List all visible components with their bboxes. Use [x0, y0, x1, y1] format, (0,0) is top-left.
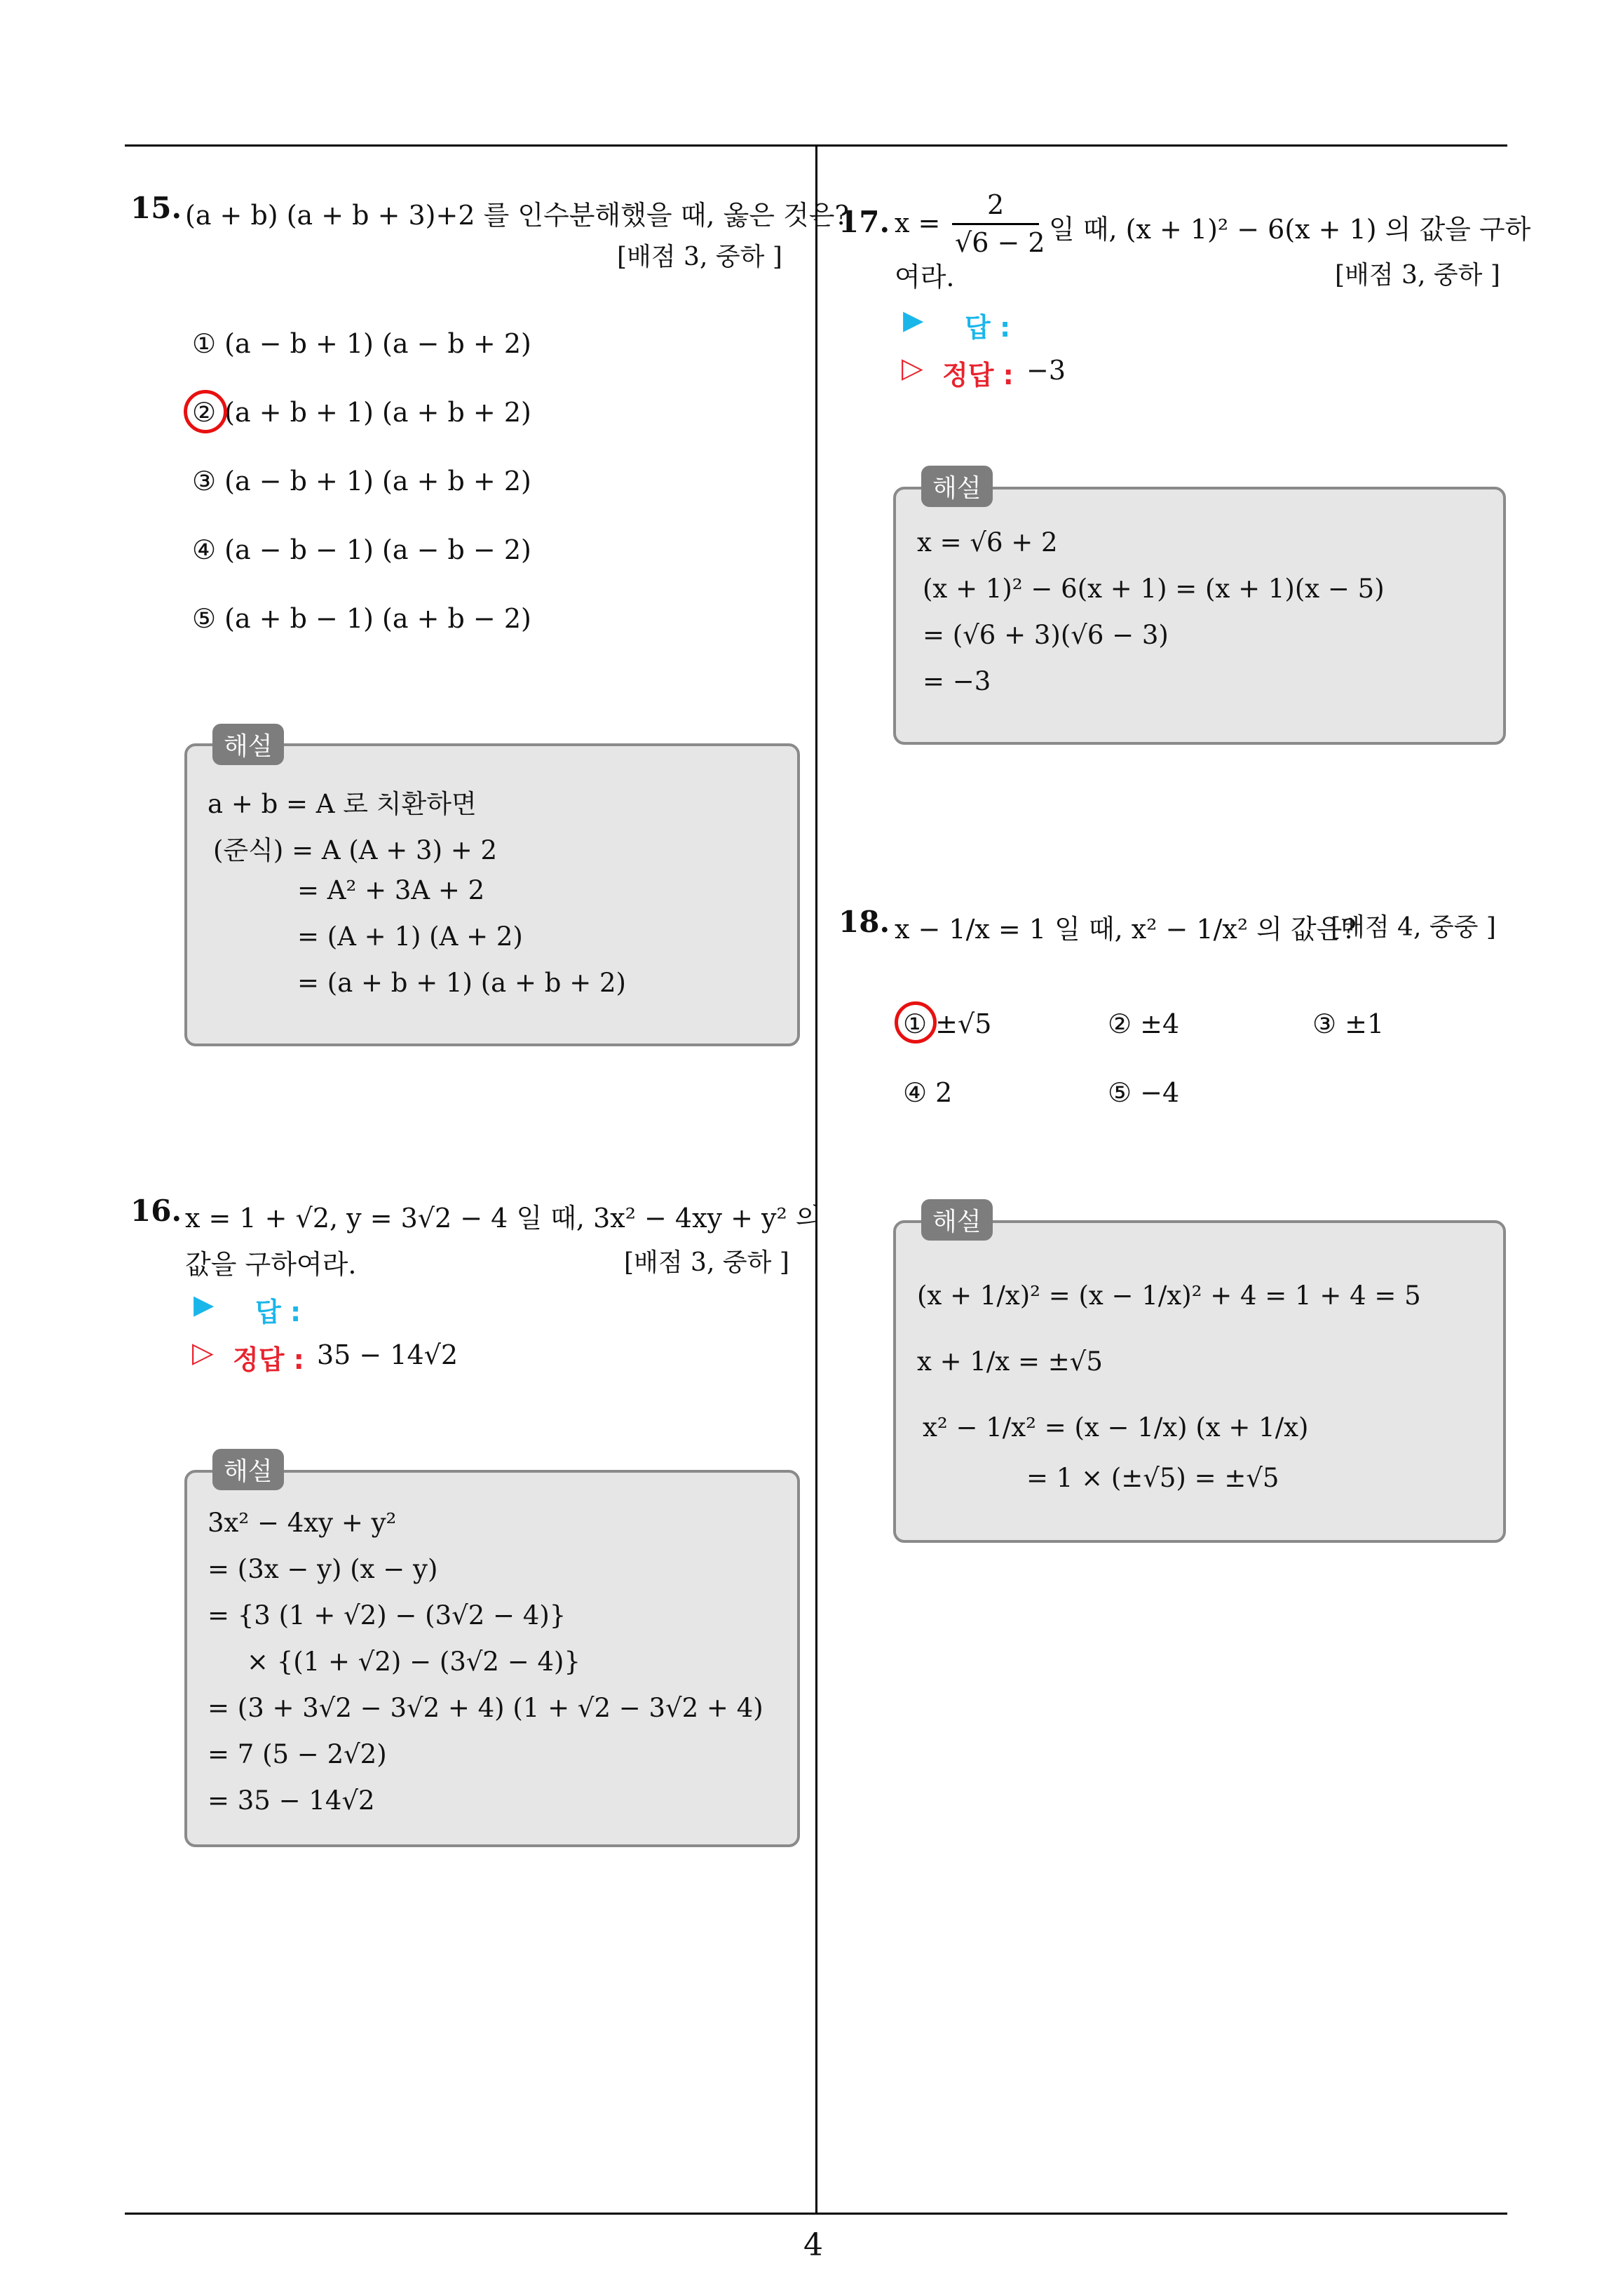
correct-label: 정답 : [942, 360, 1014, 391]
question-text-line2: 값을 구하여라. [185, 1249, 357, 1280]
solution-line: = 1 × (±√5) = ±√5 [1026, 1463, 1279, 1493]
answer-arrow-icon: ▶ [903, 304, 924, 335]
selected-answer-circle [895, 1001, 937, 1044]
solution-line: (x + 1)² − 6(x + 1) = (x + 1)(x − 5) [923, 574, 1385, 604]
solution-line: = (√6 + 3)(√6 − 3) [923, 620, 1169, 650]
solution-tag: 해설 [212, 1449, 284, 1490]
choice-3[interactable]: ③ (a − b + 1) (a + b + 2) [192, 466, 531, 497]
solution-tag: 해설 [921, 1199, 993, 1241]
solution-line: = (a + b + 1) (a + b + 2) [297, 968, 626, 998]
answer-arrow-icon: ▶ [193, 1289, 215, 1320]
solution-tag: 해설 [212, 724, 284, 765]
question-text-pre: x = [895, 208, 941, 238]
score-label: [배점 4, 중중 ] [1331, 913, 1496, 942]
fraction-denominator: √6 − 2 [955, 227, 1045, 258]
question-number: 17. [838, 205, 890, 239]
choice-3[interactable]: ③ ±1 [1312, 1008, 1385, 1039]
solution-line: x + 1/x = ±√5 [917, 1346, 1103, 1377]
solution-line: = 7 (5 − 2√2) [208, 1739, 387, 1769]
solution-line: x² − 1/x² = (x − 1/x) (x + 1/x) [923, 1412, 1309, 1443]
solution-line: = −3 [923, 666, 991, 696]
solution-line: = (3 + 3√2 − 3√2 + 4) (1 + √2 − 3√2 + 4) [208, 1693, 763, 1723]
solution-line: (준식) = A (A + 3) + 2 [213, 835, 498, 865]
selected-answer-circle [184, 390, 227, 433]
solution-line: = 35 − 14√2 [208, 1785, 375, 1816]
solution-line: = {3 (1 + √2) − (3√2 − 4)} [208, 1600, 566, 1630]
correct-arrow-icon: ▷ [192, 1337, 214, 1369]
choice-5[interactable]: ⑤ (a + b − 1) (a + b − 2) [192, 603, 531, 634]
score-label: [배점 3, 중하 ] [617, 243, 782, 271]
question-text-line2: 여라. [895, 262, 955, 292]
fraction-bar [952, 223, 1039, 225]
fraction-numerator: 2 [987, 189, 1005, 220]
choice-2[interactable]: ② ±4 [1108, 1008, 1180, 1039]
question-number: 18. [838, 905, 890, 939]
choice-1[interactable]: ① ±√5 [903, 1008, 992, 1039]
correct-value: 35 − 14√2 [317, 1339, 459, 1370]
solution-line: (x + 1/x)² = (x − 1/x)² + 4 = 1 + 4 = 5 [917, 1281, 1421, 1311]
solution-line: = A² + 3A + 2 [297, 875, 485, 905]
choice-5[interactable]: ⑤ −4 [1108, 1077, 1180, 1108]
solution-line: = (A + 1) (A + 2) [297, 921, 523, 952]
answer-label: 답 : [255, 1297, 301, 1328]
choice-1[interactable]: ① (a − b + 1) (a − b + 2) [192, 328, 531, 359]
question-text-post: 일 때, (x + 1)² − 6(x + 1) 의 값을 구하 [1049, 214, 1531, 245]
score-label: [배점 3, 중하 ] [624, 1248, 789, 1277]
solution-line: = (3x − y) (x − y) [208, 1554, 438, 1584]
question-number: 16. [130, 1194, 182, 1228]
score-label: [배점 3, 중하 ] [1335, 261, 1500, 290]
solution-line: 3x² − 4xy + y² [208, 1508, 397, 1538]
choice-4[interactable]: ④ 2 [903, 1077, 953, 1108]
question-number: 15. [130, 191, 182, 225]
question-text: x = 1 + √2, y = 3√2 − 4 일 때, 3x² − 4xy + y² 의 [185, 1203, 822, 1234]
column-divider [815, 144, 817, 2213]
choice-4[interactable]: ④ (a − b − 1) (a − b − 2) [192, 534, 531, 565]
correct-value: −3 [1026, 355, 1066, 386]
question-text: (a + b) (a + b + 3)+2 를 인수분해했을 때, 옳은 것은? [185, 200, 849, 231]
answer-label: 답 : [965, 312, 1011, 343]
solution-line: a + b = A 로 치환하면 [208, 789, 477, 819]
solution-box [893, 487, 1506, 745]
page-number: 4 [803, 2227, 823, 2263]
correct-label: 정답 : [233, 1344, 304, 1375]
question-text: x − 1/x = 1 일 때, x² − 1/x² 의 값은? [895, 914, 1357, 945]
solution-tag: 해설 [921, 466, 993, 507]
solution-line: x = √6 + 2 [917, 527, 1058, 558]
solution-box [893, 1220, 1506, 1543]
correct-arrow-icon: ▷ [902, 352, 923, 384]
bottom-rule [125, 2213, 1507, 2215]
choice-2[interactable]: ② (a + b + 1) (a + b + 2) [192, 397, 531, 428]
solution-line: × {(1 + √2) − (3√2 − 4)} [247, 1647, 581, 1677]
